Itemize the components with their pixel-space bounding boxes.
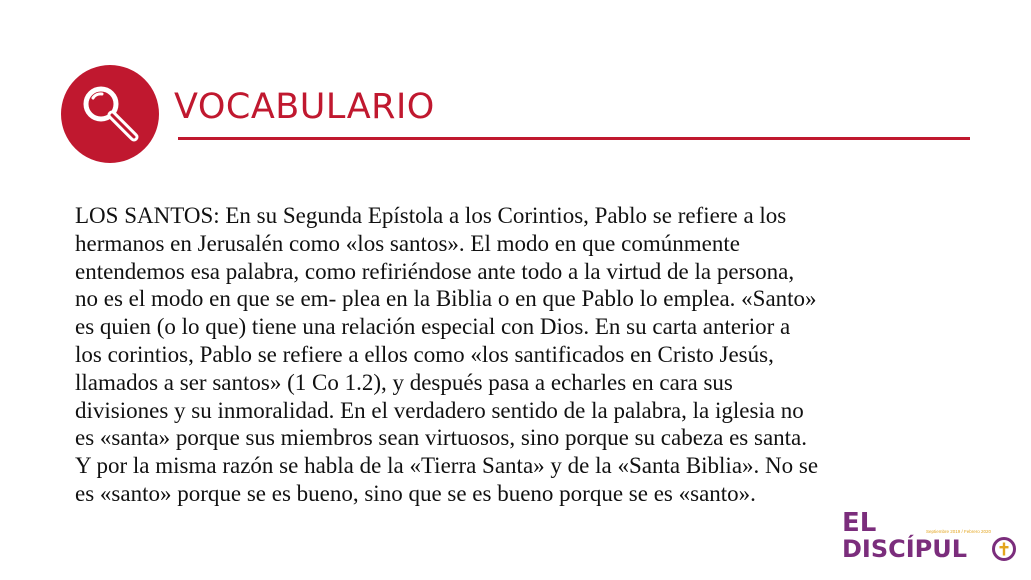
title-divider [178,137,970,140]
magnifying-glass-icon [60,64,160,164]
vocabulary-paragraph [75,202,975,508]
el-discipulo-logo [842,510,1017,570]
logo-line-1: EL [842,508,877,538]
paragraph-line: es «santa» porque sus miembros sean virtuosos, sino porque su cabeza es santa. [75,425,808,451]
paragraph-line: entendemos esa palabra, como refiriéndose ante todo a la virtud de la persona, [75,258,795,284]
section-title: VOCABULARIO [174,87,435,127]
cross-circle-icon [992,537,1016,561]
paragraph-line: los corintios, Pablo se refiere a ellos como «los santificados en Cristo Jesús, [75,341,774,367]
paragraph-line: Y por la misma razón se habla de la «Tierra Santa» y de la «Santa Biblia». No se [75,453,819,479]
paragraph-line: divisiones y su inmoralidad. En el verdadero sentido de la palabra, la iglesia no [75,397,804,423]
paragraph-line: es «santo» porque se es bueno, sino que se es bueno porque se es «santo». [75,480,756,506]
paragraph-line: es quien (o lo que) tiene una relación especial con Dios. En su carta anterior a [75,314,791,340]
paragraph-line: llamados a ser santos» (1 Co 1.2), y después pasa a echarles en cara sus [75,369,733,395]
paragraph-line: hermanos en Jerusalén como «los santos». El modo en que comúnmente [75,230,740,256]
paragraph-line: no es el modo en que se em- plea en la Biblia o en que Pablo lo emplea. «Santo» [75,286,817,312]
paragraph-line: LOS SANTOS: En su Segunda Epístola a los Corintios, Pablo se refiere a los [75,203,787,228]
logo-line-2: DISCÍPUL [842,535,968,563]
logo-date: Septiembre 2019 / Febrero 2020 [926,529,992,534]
